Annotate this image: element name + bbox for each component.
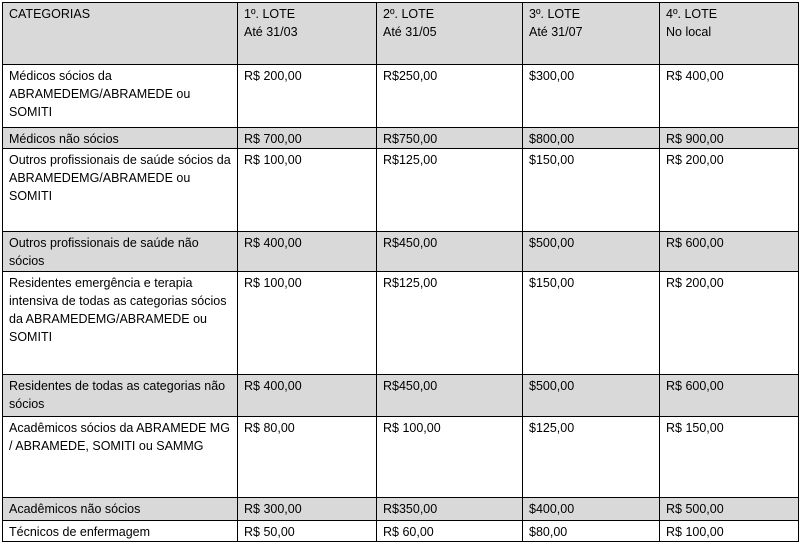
table-row (3, 128, 799, 149)
price-lot-1: R$ 100,00 (238, 149, 377, 232)
price-lot-1: R$ 700,00 (238, 128, 377, 149)
table-row (3, 417, 799, 498)
row-category: Médicos sócios da ABRAMEDEMG/ABRAMEDE ou SOMITI (3, 65, 238, 128)
price-lot-2: R$750,00 (377, 128, 523, 149)
row-category: Residentes de todas as categorias não sócios (3, 375, 238, 417)
table-row (3, 498, 799, 521)
table-row (3, 232, 799, 272)
price-lot-2: R$125,00 (377, 272, 523, 375)
price-lot-2: R$250,00 (377, 65, 523, 128)
header-lot-2: 2º. LOTE Até 31/05 (377, 3, 523, 65)
price-lot-4: R$ 600,00 (660, 375, 799, 417)
price-lot-2: R$ 60,00 (377, 521, 523, 542)
price-lot-3: $800,00 (523, 128, 660, 149)
table-row (3, 521, 799, 542)
row-category: Médicos não sócios (3, 128, 238, 149)
price-lot-2: R$450,00 (377, 375, 523, 417)
price-lot-2: R$350,00 (377, 498, 523, 521)
price-table (2, 2, 799, 542)
price-lot-4: R$ 900,00 (660, 128, 799, 149)
price-lot-4: R$ 200,00 (660, 149, 799, 232)
price-lot-3: $500,00 (523, 232, 660, 272)
price-lot-3: $500,00 (523, 375, 660, 417)
price-lot-2: R$125,00 (377, 149, 523, 232)
row-category: Técnicos de enfermagem (3, 521, 238, 542)
price-lot-4: R$ 500,00 (660, 498, 799, 521)
price-lot-4: R$ 150,00 (660, 417, 799, 498)
price-lot-3: $80,00 (523, 521, 660, 542)
price-lot-3: $300,00 (523, 65, 660, 128)
price-lot-3: $125,00 (523, 417, 660, 498)
header-row (3, 3, 799, 65)
price-lot-3: $150,00 (523, 272, 660, 375)
header-lot-1: 1º. LOTE Até 31/03 (238, 3, 377, 65)
price-lot-4: R$ 100,00 (660, 521, 799, 542)
price-lot-1: R$ 50,00 (238, 521, 377, 542)
row-category: Outros profissionais de saúde sócios da ABRAMEDEMG/ABRAMEDE ou SOMITI (3, 149, 238, 232)
price-lot-3: $400,00 (523, 498, 660, 521)
table-row (3, 375, 799, 417)
row-category: Acadêmicos não sócios (3, 498, 238, 521)
header-lot-4: 4º. LOTE No local (660, 3, 799, 65)
table-row (3, 149, 799, 232)
price-lot-1: R$ 100,00 (238, 272, 377, 375)
row-category: Acadêmicos sócios da ABRAMEDE MG / ABRAMEDE, SOMITI ou SAMMG (3, 417, 238, 498)
price-lot-1: R$ 400,00 (238, 232, 377, 272)
price-lot-1: R$ 200,00 (238, 65, 377, 128)
price-lot-2: R$450,00 (377, 232, 523, 272)
price-lot-1: R$ 80,00 (238, 417, 377, 498)
price-lot-1: R$ 300,00 (238, 498, 377, 521)
table-row (3, 272, 799, 375)
price-lot-4: R$ 200,00 (660, 272, 799, 375)
header-lot-3: 3º. LOTE Até 31/07 (523, 3, 660, 65)
price-lot-1: R$ 400,00 (238, 375, 377, 417)
price-lot-4: R$ 600,00 (660, 232, 799, 272)
price-lot-3: $150,00 (523, 149, 660, 232)
price-lot-4: R$ 400,00 (660, 65, 799, 128)
table-row (3, 65, 799, 128)
header-category: CATEGORIAS (3, 3, 238, 65)
row-category: Outros profissionais de saúde não sócios (3, 232, 238, 272)
price-lot-2: R$ 100,00 (377, 417, 523, 498)
row-category: Residentes emergência e terapia intensiva de todas as categorias sócios da ABRAMEDEMG/ABRAMEDE ou SOMITI (3, 272, 238, 375)
